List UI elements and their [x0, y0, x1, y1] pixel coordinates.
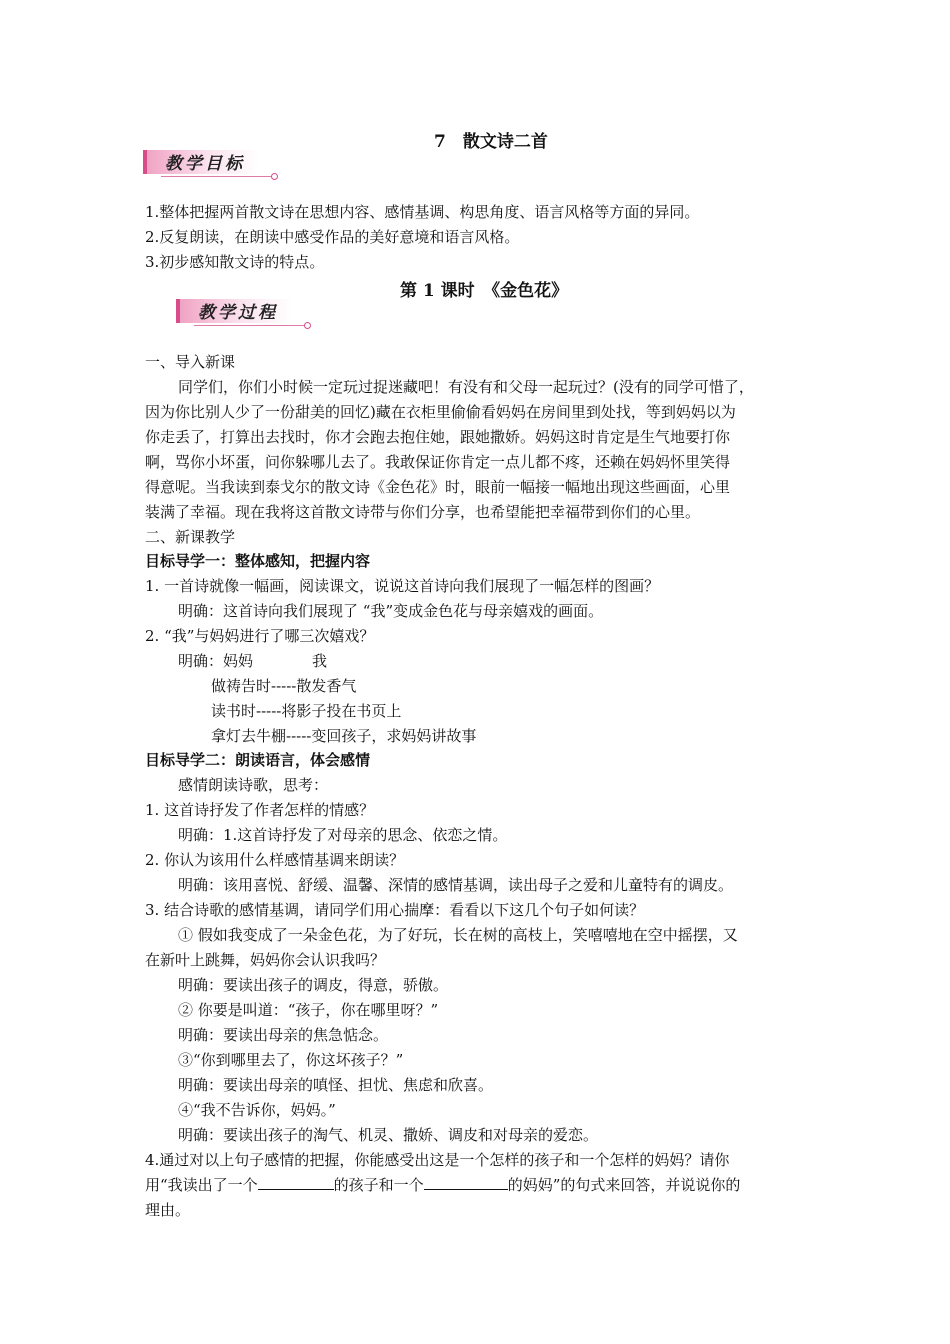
- sentence-4: ④“我不告诉你，妈妈。”: [178, 1101, 336, 1119]
- goal1-question-2: 2. “我”与妈妈进行了哪三次嬉戏？: [145, 627, 375, 645]
- answer-blank-1: [258, 1175, 334, 1190]
- intro-line-6: 装满了幸福。现在我将这首散文诗带与你们分享，也希望能把幸福带到你们的心里。: [145, 503, 701, 521]
- period-title: 第 1 课时 《金色花》: [400, 281, 569, 301]
- goal2-question-2: 2. 你认为该用什么样感情基调来朗读？: [145, 851, 405, 869]
- goal1-answer-2-row-3: 拿灯去牛棚-----变回孩子，求妈妈讲故事: [211, 727, 477, 745]
- sentence-1-answer: 明确：要读出孩子的调皮，得意，骄傲。: [178, 976, 449, 994]
- intro-line-5: 得意呢。当我读到泰戈尔的散文诗《金色花》时，眼前一幅接一幅地出现这些画面，心里: [145, 478, 731, 496]
- sentence-3-answer: 明确：要读出母亲的嗔怪、担忧、焦虑和欣喜。: [178, 1076, 494, 1094]
- goal1-answer-2-row-2: 读书时-----将影子投在书页上: [211, 702, 402, 720]
- sentence-2-answer: 明确：要读出母亲的焦急惦念。: [178, 1026, 389, 1044]
- goal2-intro: 感情朗读诗歌，思考：: [178, 776, 329, 794]
- process-badge-label: 教学过程: [198, 303, 278, 323]
- section2-heading: 二、新课教学: [145, 528, 236, 546]
- sentence-3: ③“你到哪里去了，你这坏孩子？”: [178, 1051, 404, 1069]
- goal1-answer-2-row-1: 做祷告时-----散发香气: [211, 677, 357, 695]
- objectives-badge-label: 教学目标: [165, 154, 245, 174]
- goal2-question-3: 3. 结合诗歌的感情基调，请同学们用心揣摩：看看以下这几个句子如何读？: [145, 901, 645, 919]
- objective-3: 3.初步感知散文诗的特点。: [145, 253, 325, 271]
- goal1-heading: 目标导学一：整体感知，把握内容: [145, 552, 371, 570]
- badge-dot-icon: [271, 173, 278, 180]
- intro-line-2: 因为你比别人少了一份甜美的回忆)藏在衣柜里偷偷看妈妈在房间里到处找，等到妈妈以为: [145, 403, 736, 421]
- goal1-answer-2-label: 明确：妈妈: [178, 652, 254, 670]
- answer-blank-2: [424, 1175, 508, 1190]
- sentence-1-line-2: 在新叶上跳舞，妈妈你会认识我吗？: [145, 951, 386, 969]
- badge-underline: [194, 325, 306, 326]
- badge-dot-icon: [304, 322, 311, 329]
- question-4-line-1: 4.通过对以上句子感情的把握，你能感受出这是一个怎样的孩子和一个怎样的妈妈？请你: [145, 1151, 730, 1169]
- goal1-answer-2-col2: 我: [312, 652, 328, 670]
- goal2-question-1: 1. 这首诗抒发了作者怎样的情感？: [145, 801, 375, 819]
- intro-line-4: 啊，骂你小坏蛋，问你躲哪儿去了。我敢保证你肯定一点儿都不疼，还赖在妈妈怀里笑得: [145, 453, 731, 471]
- process-badge: [176, 297, 316, 331]
- goal2-heading: 目标导学二：朗读语言，体会感情: [145, 751, 371, 769]
- objective-1: 1.整体把握两首散文诗在思想内容、感情基调、构思角度、语言风格等方面的异同。: [145, 203, 700, 221]
- lesson-title: 7 散文诗二首: [434, 132, 548, 152]
- badge-underline: [161, 176, 273, 177]
- intro-line-3: 你走丢了，打算出去找时，你才会跑去抱住她，跟她撒娇。妈妈这时肯定是生气地要打你: [145, 428, 731, 446]
- goal2-answer-1: 明确：1.这首诗抒发了对母亲的思念、依恋之情。: [178, 826, 508, 844]
- question-4-line-2: [145, 1175, 740, 1195]
- goal2-answer-2: 明确：该用喜悦、舒缓、温馨、深情的感情基调，读出母子之爱和儿童特有的调皮。: [178, 876, 734, 894]
- question-4-line-3: 理由。: [145, 1201, 191, 1219]
- sentence-2: ② 你要是叫道：“孩子，你在哪里呀？”: [178, 1001, 439, 1019]
- intro-line-1: 同学们，你们小时候一定玩过捉迷藏吧！有没有和父母一起玩过？(没有的同学可惜了，: [178, 378, 754, 396]
- question-4-part-1: 用“我读出了一个: [145, 1176, 258, 1194]
- sentence-1-line-1: ① 假如我变成了一朵金色花，为了好玩，长在树的高枝上，笑嘻嘻地在空中摇摆，又: [178, 926, 738, 944]
- goal1-answer-1: 明确：这首诗向我们展现了 “我”变成金色花与母亲嬉戏的画面。: [178, 602, 604, 620]
- question-4-part-3: 的妈妈”的句式来回答，并说说你的: [507, 1176, 741, 1194]
- sentence-4-answer: 明确：要读出孩子的淘气、机灵、撒娇、调皮和对母亲的爱恋。: [178, 1126, 599, 1144]
- question-4-part-2: 的孩子和一个: [333, 1176, 424, 1194]
- goal1-question-1: 1. 一首诗就像一幅画，阅读课文，说说这首诗向我们展现了一幅怎样的图画？: [145, 577, 660, 595]
- objectives-badge: [143, 148, 283, 182]
- objective-2: 2.反复朗读，在朗读中感受作品的美好意境和语言风格。: [145, 228, 520, 246]
- section1-heading: 一、导入新课: [145, 353, 236, 371]
